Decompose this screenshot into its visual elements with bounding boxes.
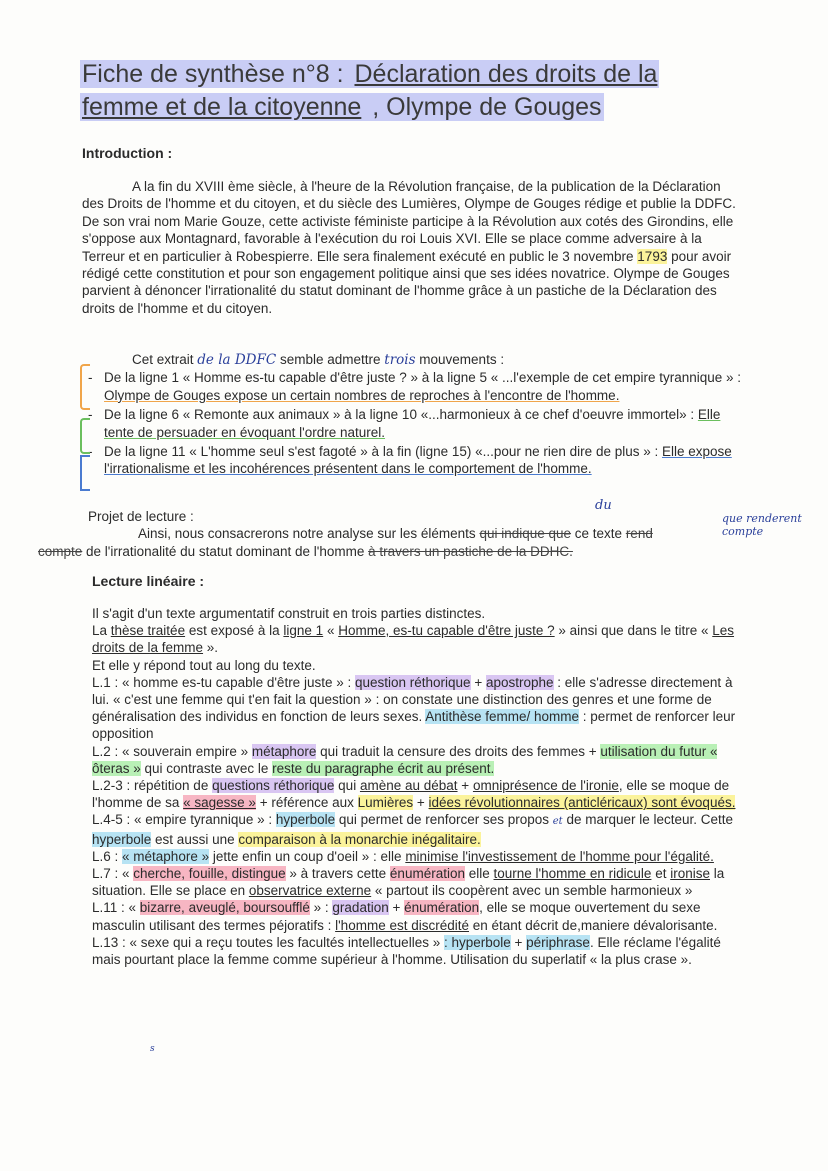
l7-mark: et (552, 816, 563, 828)
l2-u1: thèse traitée (110, 623, 186, 639)
l2-b: est exposé à la (185, 623, 284, 639)
l9-d: et (651, 866, 671, 882)
bracket-orange (80, 364, 90, 410)
handwritten-du: du (595, 498, 612, 513)
title-prefix: Fiche de synthèse n°8 : (82, 60, 351, 88)
l6-d: , elle se moque de l'homme de sa (92, 778, 730, 811)
l10-h1: bizarre, aveuglé, boursoufflé (139, 900, 310, 916)
l8-a: L.6 : (92, 848, 123, 864)
lecture-line (92, 674, 742, 743)
l4-h2: apostrophe (485, 674, 554, 690)
handwritten-trois: trois (384, 352, 416, 368)
lecture-line (92, 657, 742, 674)
title-line1: Déclaration des droits de la (354, 60, 658, 88)
l7-h2: hyperbole (92, 831, 152, 847)
l6-f: + (413, 795, 429, 811)
projet-c: de l'irrationalité du statut dominant de l'homme (82, 543, 369, 559)
l9-b: » à travers cette (285, 866, 390, 882)
l4-h1: question réthorique (354, 674, 471, 690)
intro-paragraph (82, 178, 742, 317)
bracket-green (80, 418, 90, 454)
movements-intro (82, 351, 742, 369)
l6-h3: Lumières (357, 795, 414, 811)
l11-b: + (510, 934, 527, 950)
projet-text (38, 525, 718, 560)
l5-h3: reste du paragraphe écrit au présent. (272, 760, 495, 776)
l7-b: qui permet de renforcer ses propos (335, 812, 553, 828)
l2-c: « (323, 623, 339, 639)
mv2-text: De la ligne 6 « Remonte aux animaux » à la ligne 10 «...harmonieux à ce chef d'oeuvre immortel» : (104, 407, 698, 423)
l8-u1: minimise l'investissement de l'homme pour l'égalité. (405, 848, 714, 864)
l6-h4: idées révolutionnaires (anticléricaux) sont évoqués. (428, 795, 736, 811)
l6-h2: « sagesse » (183, 795, 256, 811)
handwritten-margin-note: que renderent compte (722, 512, 802, 538)
l11-h2: périphrase (526, 934, 590, 950)
mv1-underlined: Olympe de Gouges expose un certain nombres de reproches à l'encontre de l'homme. (104, 387, 620, 403)
projet-b: ce texte (571, 526, 626, 542)
l11-h1: : hyperbole (443, 934, 511, 950)
projet-strike1: qui indique que (479, 526, 572, 542)
l2-e: ». (203, 640, 219, 656)
l7-h3: comparaison à la monarchie inégalitaire. (238, 831, 481, 847)
l4-b: + (470, 674, 486, 690)
list-item (82, 443, 742, 478)
l8-h1: « métaphore » (122, 848, 210, 864)
lecture-line (92, 934, 742, 968)
l6-e: + référence aux (255, 795, 358, 811)
lecture-line (92, 848, 742, 865)
l10-u1: l'homme est discrédité (335, 917, 469, 933)
l10-b: » : (309, 900, 333, 916)
l9-h2: énumération (389, 866, 465, 882)
mv2-underlined: Elle tente de persuader en évoquant l'ordre naturel. (104, 407, 721, 440)
l2-u2: ligne 1 (283, 623, 324, 639)
l2-u3: Homme, es-tu capable d'être juste ? (338, 623, 555, 639)
l5-a: L.2 : « souverain empire » (92, 743, 252, 759)
l10-d: , elle se moque ouvertement du sexe masculin utilisant des termes péjoratifs : (92, 900, 701, 933)
l4-c: : elle s'adresse directement à lui. « c'est une femme qui t'en fait la question » : on constate une distinction des genres et une forme de généralisation des individus en fonction de leurs sexes. (92, 674, 733, 725)
projet-a: Ainsi, nous consacrerons notre analyse sur les éléments (138, 526, 480, 542)
l5-h1: métaphore (251, 743, 317, 759)
intro-text-b: pour avoir rédigé cette constitution et pour son engagement politique ainsi que ses idées novatrice. Olympe de Gouges parvient à dénoncer l'irrationalité du statut dominant de l'homme grâce à un pastiche de la Déclaration des droits de l'homme et du citoyen. (82, 248, 732, 316)
l9-a: L.7 : « (92, 866, 134, 882)
l10-a: L.11 : « (92, 900, 140, 916)
l9-u1: tourne l'homme en ridicule (493, 866, 652, 882)
mv-intro-a: Cet extrait (132, 352, 198, 367)
l4-d: : permet de renforcer leur opposition (92, 709, 736, 742)
l2-d: » ainsi que dans le titre « (554, 623, 713, 639)
intro-text-a: A la fin du XVIII ème siècle, à l'heure de la Révolution française, de la publication de la Déclaration des Droits de l'homme et du citoyen, et du siècle des Lumières, Olympe de Gouges rédige et publie la DDFC. De son vrai nom Marie Gouze, cette activiste féministe participe à la Révolution aux cotés des Girondins, elle s'oppose aux Montagnard, favorable à l'exécution du roi Louis XVI. Elle se place comme adversaire à la Terreur et en particulier à Robespierre. Elle sera finalement exécuté en public le 3 novembre (82, 179, 736, 264)
handwritten-s: s (150, 1044, 155, 1054)
lecture-line (92, 865, 742, 899)
l9-h1: cherche, fouille, distingue (133, 866, 286, 882)
l2-u4: Les droits de la femme (92, 623, 735, 656)
movements-list (82, 369, 742, 477)
l1: Il s'agit d'un texte argumentatif construit en trois parties distinctes. (92, 606, 486, 621)
l10-h3: énumération (404, 900, 480, 916)
mv3-underlined: Elle expose l'irrationalisme et les incohérences présentent dans le comportement de l'homme. (104, 444, 732, 477)
title-line2: femme et de la citoyenne (82, 93, 362, 121)
bracket-blue (80, 455, 90, 491)
mv1-text: De la ligne 1 « Homme es-tu capable d'être juste ? » à la ligne 5 « ...l'exemple de cet empire tyrannique » : (104, 370, 742, 386)
list-item (82, 369, 742, 404)
l6-a: L.2-3 : répétition de (92, 778, 213, 794)
lecture-line (92, 743, 742, 777)
l5-h2: utilisation du futur « ôteras » (92, 743, 718, 776)
handwritten-ddfc: de la DDFC (197, 352, 277, 368)
l11-c: . Elle réclame l'égalité mais pourtant place la femme comme supérieur à l'homme. Utilisation du superlatif « la plus crase ». (92, 934, 721, 968)
l6-u1: amène au débat (359, 778, 458, 794)
lecture-line (92, 622, 742, 656)
l4-a: L.1 : « homme es-tu capable d'être juste » : (92, 674, 355, 690)
l11-a: L.13 : « sexe qui a reçu toutes les facultés intellectuelles » (92, 934, 444, 950)
l6-u2: omniprésence de l'ironie (472, 778, 619, 794)
page-title (80, 58, 740, 124)
title-author: , Olympe de Gouges (365, 93, 602, 121)
l5-c: qui contraste avec le (140, 760, 273, 776)
l5-b: qui traduit la censure des droits des femmes + (316, 743, 601, 759)
l8-b: jette enfin un coup d'oeil » : elle (209, 848, 406, 864)
l10-h2: gradation (332, 900, 389, 916)
lecture-line (92, 605, 742, 622)
projet-block (38, 508, 718, 560)
projet-heading: Projet de lecture : (88, 509, 194, 524)
l2-a: La (92, 623, 111, 639)
l9-f: « partout ils coopèrent avec un semble harmonieux » (371, 883, 693, 899)
list-item (82, 406, 742, 441)
lecture-line (92, 777, 742, 811)
movements-block (82, 351, 742, 478)
l9-u2: ironise (670, 866, 710, 882)
l6-b: qui (334, 778, 360, 794)
l7-a: L.4-5 : « empire tyrannique » : (92, 812, 276, 828)
l3: Et elle y répond tout au long du texte. (92, 657, 316, 673)
l7-d: est aussi une (151, 831, 239, 847)
intro-heading: Introduction : (82, 145, 173, 161)
l10-e: en étant décrit de,maniere dévalorisante. (469, 917, 718, 933)
l7-c: de marquer le lecteur. Cette (562, 812, 734, 828)
mv3-text: De la ligne 11 « L'homme seul s'est fagoté » à la fin (ligne 15) «...pour ne rien dire de plus » : (104, 444, 662, 460)
l10-c: + (388, 900, 405, 916)
l6-h1: questions réthorique (212, 778, 335, 794)
l7-h1: hyperbole (275, 812, 336, 828)
mv-intro-b: semble admettre (276, 352, 385, 367)
l9-e: la situation. Elle se place en (92, 866, 725, 899)
lecture-heading: Lecture linéaire : (92, 573, 205, 589)
l9-c: elle (464, 866, 494, 882)
l4-h3: Antithèse femme/ homme (425, 709, 580, 725)
l9-u3: observatrice externe (248, 883, 372, 899)
lecture-line (92, 899, 742, 933)
mv-intro-c: mouvements : (415, 352, 505, 367)
l6-c: + (457, 778, 473, 794)
lecture-body (92, 605, 742, 968)
projet-strike2: rend (625, 526, 653, 542)
lecture-line (92, 811, 742, 847)
projet-strike4: à travers un pastiche de la DDHC. (368, 543, 573, 559)
projet-strike3: compte (38, 543, 83, 559)
intro-year: 1793 (637, 248, 668, 264)
